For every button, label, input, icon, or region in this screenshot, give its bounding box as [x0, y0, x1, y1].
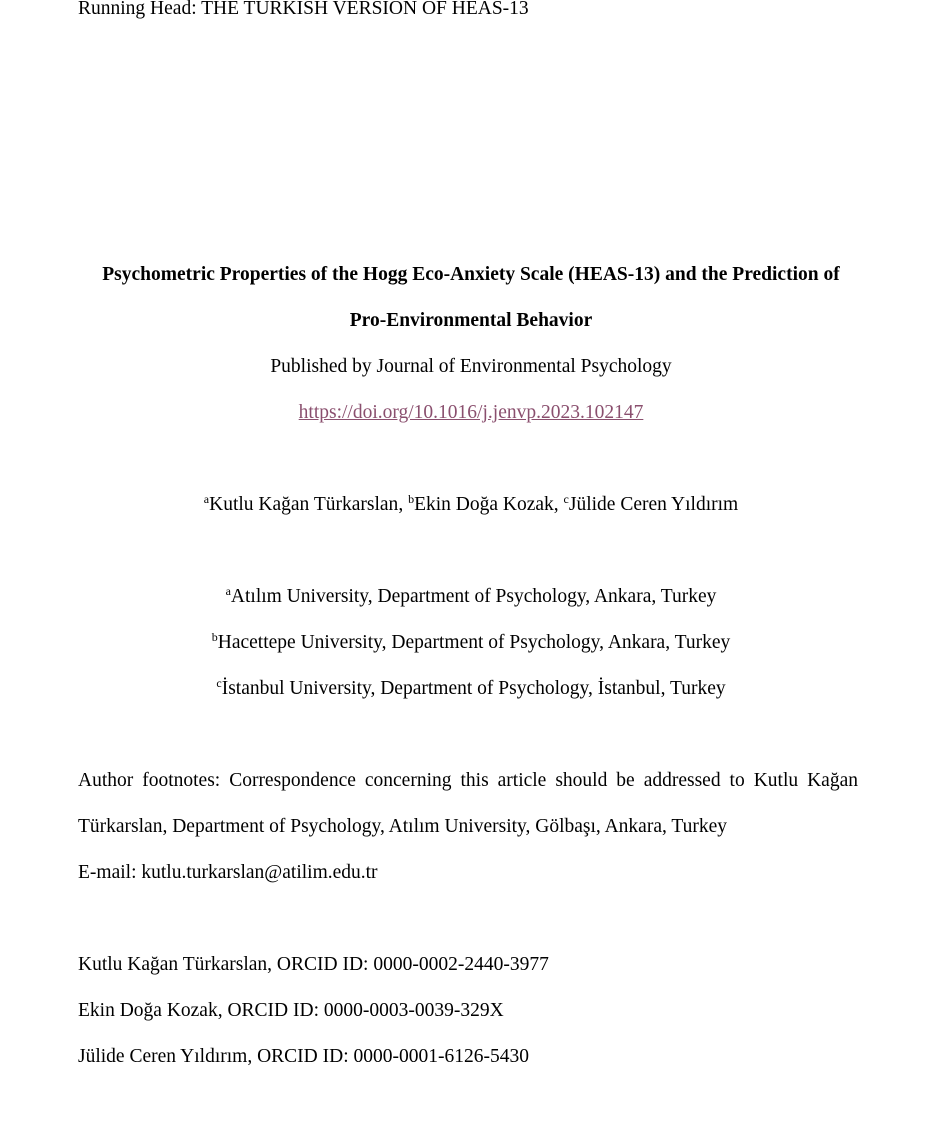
doi-link[interactable]: https://doi.org/10.1016/j.jenvp.2023.102147	[298, 402, 644, 423]
title-line-1: Psychometric Properties of the Hogg Eco-Anxiety Scale (HEAS-13) and the Prediction of	[102, 264, 840, 285]
footnote-line-1: Author footnotes: Correspondence concerning this article should be addressed to Kutlu Kağan	[78, 770, 858, 791]
title-line-2: Pro-Environmental Behavior	[349, 310, 593, 331]
affiliation-3-superscript: c	[216, 676, 222, 690]
author-3-name: Jülide Ceren Yıldırım	[568, 494, 739, 515]
author-2-separator: ,	[553, 494, 564, 515]
footnote-email: E-mail: kutlu.turkarslan@atilim.edu.tr	[78, 862, 378, 883]
published-by: Published by Journal of Environmental Psychology	[270, 356, 672, 377]
running-head: Running Head: THE TURKISH VERSION OF HEAS-13	[78, 0, 529, 19]
orcid-3: Jülide Ceren Yıldırım, ORCID ID: 0000-0001-6126-5430	[78, 1046, 529, 1067]
affiliation-3-text: İstanbul University, Department of Psychology, İstanbul, Turkey	[221, 678, 726, 699]
author-3-superscript: c	[563, 492, 569, 506]
affiliation-2	[0, 631, 942, 655]
author-1-name: Kutlu Kağan Türkarslan	[209, 494, 399, 515]
orcid-2: Ekin Doğa Kozak, ORCID ID: 0000-0003-0039-329X	[78, 1000, 504, 1021]
author-2-superscript: b	[408, 492, 415, 506]
footnote-line-2: Türkarslan, Department of Psychology, Atılım University, Gölbaşı, Ankara, Turkey	[78, 816, 728, 837]
author-1-superscript: a	[203, 492, 210, 506]
orcid-1: Kutlu Kağan Türkarslan, ORCID ID: 0000-0002-2440-3977	[78, 954, 549, 975]
doi-line	[0, 401, 942, 425]
author-list	[0, 493, 942, 517]
author-2-name: Ekin Doğa Kozak	[414, 494, 554, 515]
affiliation-2-text: Hacettepe University, Department of Psychology, Ankara, Turkey	[217, 632, 731, 653]
affiliation-1-text: Atılım University, Department of Psychology, Ankara, Turkey	[230, 586, 717, 607]
affiliation-1	[0, 585, 942, 609]
affiliation-2-superscript: b	[211, 630, 218, 644]
affiliation-1-superscript: a	[225, 584, 231, 598]
author-1-separator: ,	[398, 494, 409, 515]
affiliation-3	[0, 677, 942, 701]
